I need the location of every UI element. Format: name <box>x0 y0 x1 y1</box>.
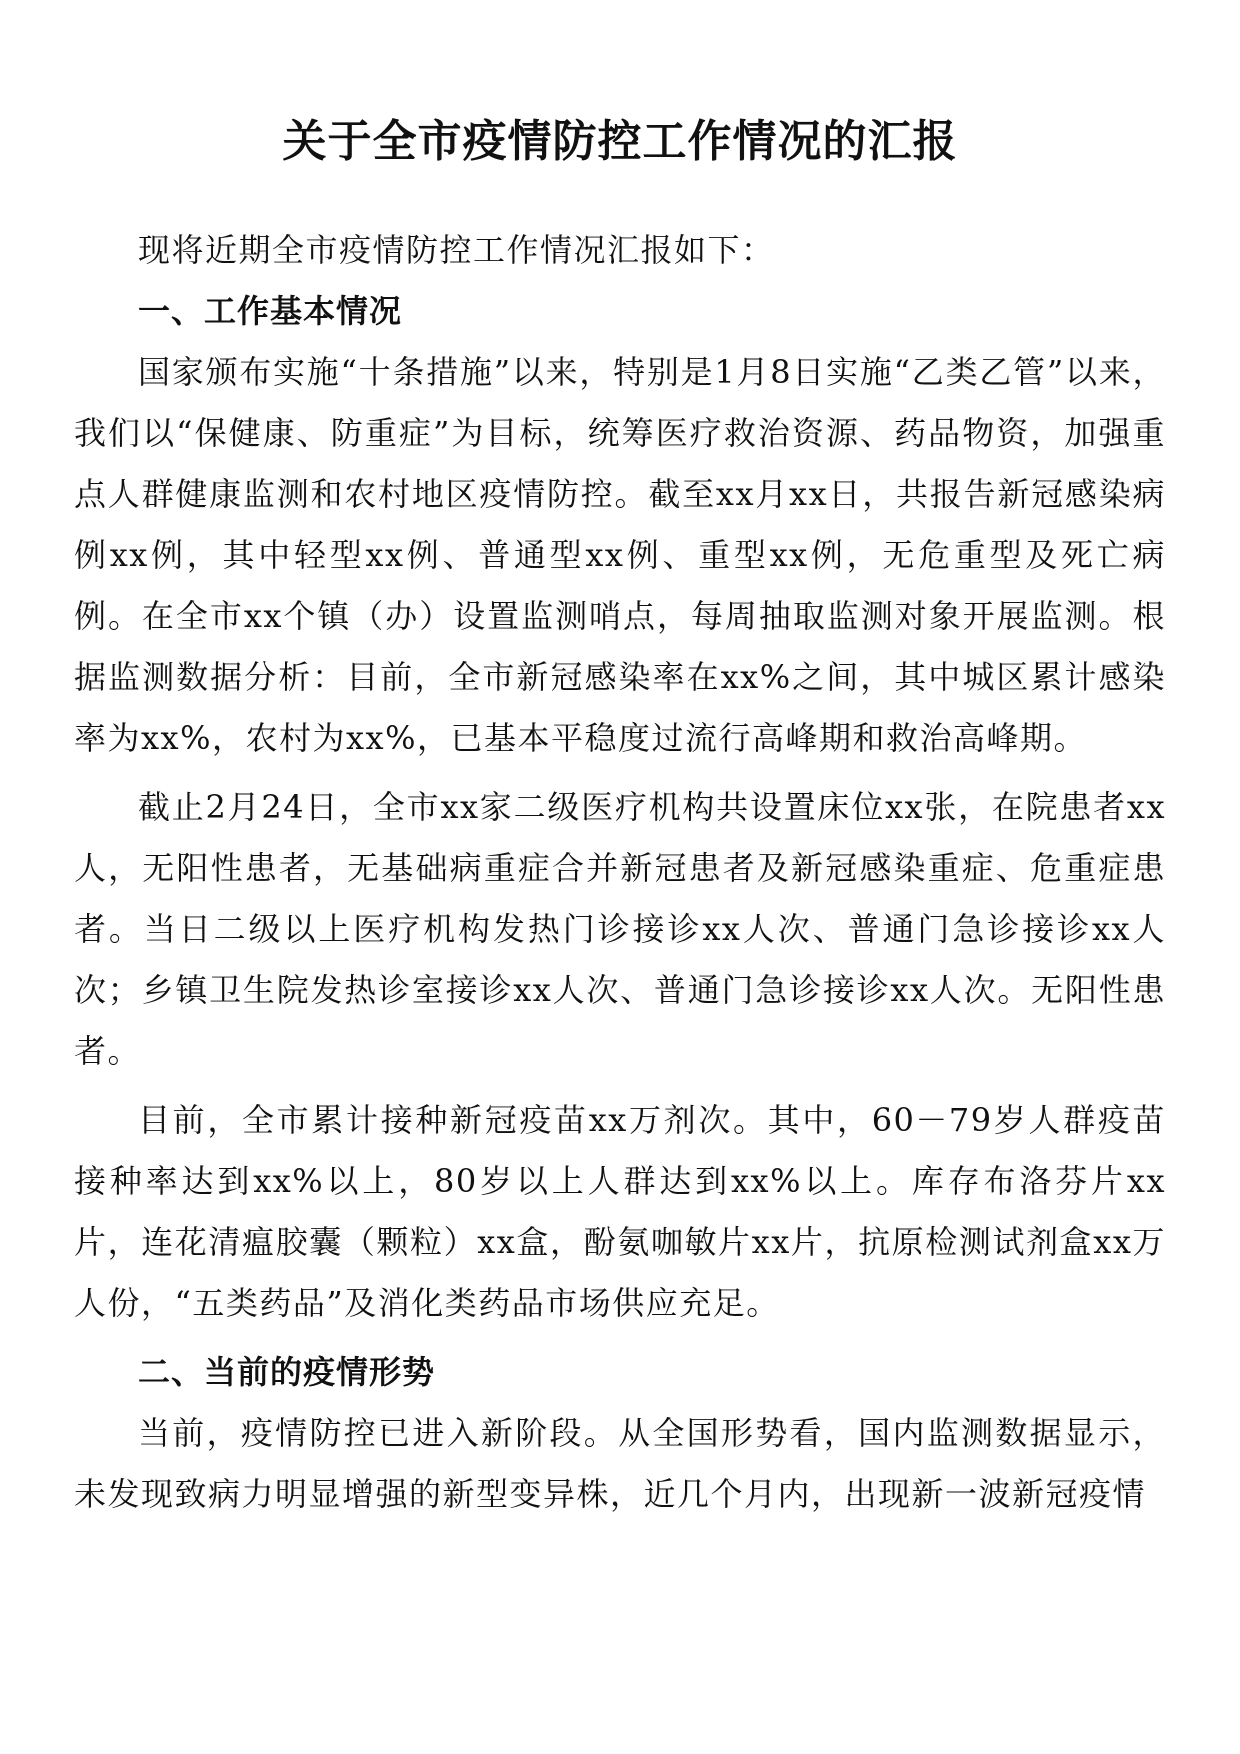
page-title: 关于全市疫情防控工作情况的汇报 <box>282 116 958 167</box>
section-heading-1: 一、工作基本情况 <box>138 292 403 330</box>
section-1-paragraph-2: 截止2月24日，全市xx家二级医疗机构共设置床位xx张，在院患者xx人，无阳性患者，无基础病重症合并新冠患者及新冠感染重症、危重症患者。当日二级以上医疗机构发热门诊接诊xx人次、普通门急诊接诊xx人次；乡镇卫生院发热诊室接诊xx人次、普通门急诊接诊xx人次。无阳性患者。 <box>74 788 1166 1070</box>
intro-paragraph: 现将近期全市疫情防控工作情况汇报如下： <box>138 231 775 269</box>
paragraph-gap <box>74 1334 1166 1342</box>
document-body <box>74 220 1166 1525</box>
paragraph-gap <box>74 1082 1166 1090</box>
paragraph-gap <box>74 769 1166 777</box>
section-1-paragraph-1: 国家颁布实施“十条措施”以来，特别是1月8日实施“乙类乙管”以来，我们以“保健康、防重症”为目标，统筹医疗救治资源、药品物资，加强重点人群健康监测和农村地区疫情防控。截至xx月xx日，共报告新冠感染病例xx例，其中轻型xx例、普通型xx例、重型xx例，无危重型及死亡病例。在全市xx个镇（办）设置监测哨点，每周抽取监测对象开展监测。根据监测数据分析：目前，全市新冠感染率在xx%之间，其中城区累计感染率为xx%，农村为xx%，已基本平稳度过流行高峰期和救治高峰期。 <box>74 353 1166 757</box>
section-1-paragraph-3: 目前，全市累计接种新冠疫苗xx万剂次。其中，60－79岁人群疫苗接种率达到xx%以上，80岁以上人群达到xx%以上。库存布洛芬片xx片，连花清瘟胶囊（颗粒）xx盒，酚氨咖敏片xx片，抗原检测试剂盒xx万人份，“五类药品”及消化类药品市场供应充足。 <box>74 1101 1166 1322</box>
section-2-paragraph-1: 当前，疫情防控已进入新阶段。从全国形势看，国内监测数据显示，未发现致病力明显增强的新型变异株，近几个月内，出现新一波新冠疫情 <box>74 1414 1166 1513</box>
section-heading-2: 二、当前的疫情形势 <box>138 1353 436 1391</box>
